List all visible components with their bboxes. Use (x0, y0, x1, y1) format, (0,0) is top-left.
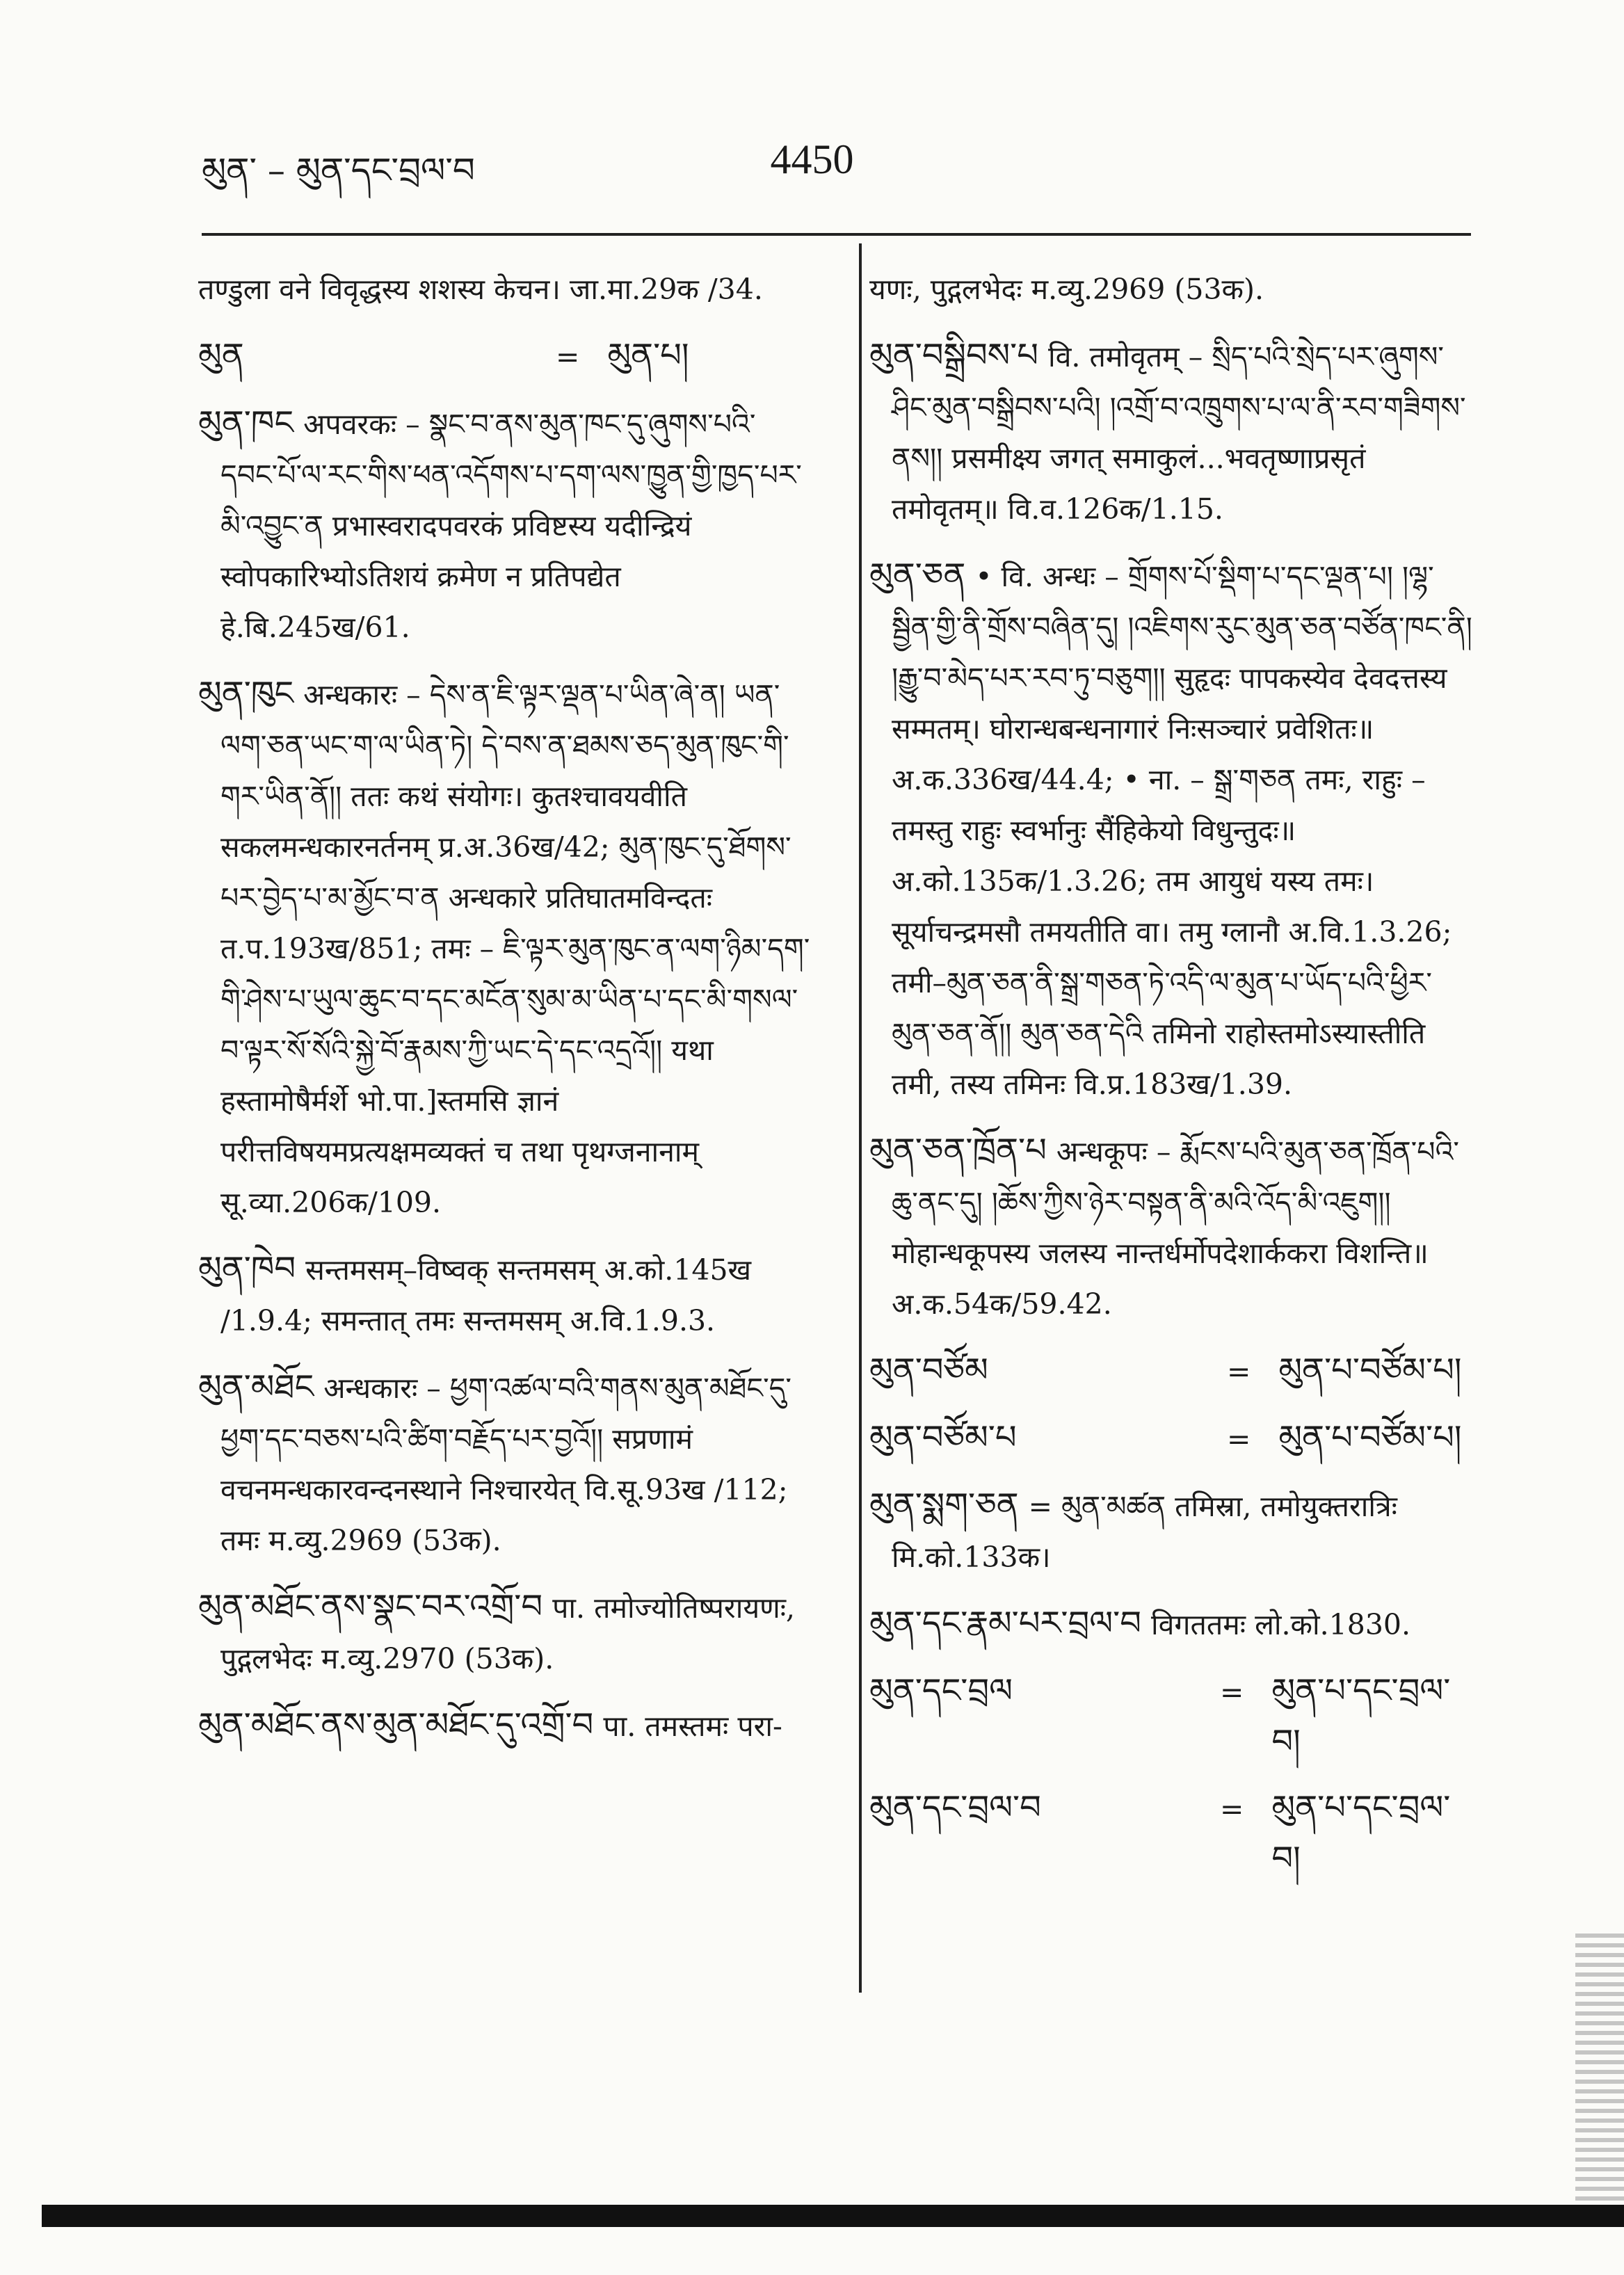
dictionary-entry (869, 1480, 1474, 1583)
left-column (198, 264, 810, 1767)
definition: अपवरकः – སྣང་བ་ནས་མུན་ཁང་དུ་ཞུགས་པའི་དབང་པོ་ལ་རང་གིས་ཕན་འདོགས་པ་དག་ལས་ཁྱུན་གྱི་ཁྱད་པར་མི་འབྱུང་ན प्रभास्वरादपवरकं प्रविष्टस्य यदीन्द्रियं स्वोपकारिभ्योऽतिशयं क्रमेण न प्रतिपद्येत हे.बि.245ख/61. (220, 408, 802, 644)
continued-text: तण्डुला वने विवृद्धस्य शशस्य केचन। जा.मा.29क /34. (198, 273, 763, 306)
scan-bottom-bar (42, 2205, 1624, 2227)
equals-sign: = (1220, 1675, 1244, 1709)
headword: མུན་བཙོམ (869, 1351, 988, 1390)
headword: མུན་ཁང (198, 403, 294, 442)
dictionary-entry (198, 1582, 810, 1685)
header-rule (202, 233, 1471, 236)
headword: མུན་མཐོང (198, 1367, 314, 1406)
reference-target: མུན་པ། (607, 336, 689, 375)
headword: མུན་ཅན (869, 556, 966, 595)
dictionary-entry (869, 330, 1474, 535)
right-column (869, 264, 1474, 1899)
equals-sign: = (1220, 1792, 1244, 1826)
definition: वि. तमोवृतम् – སྲིད་པའི་སྲེད་པར་ཞུགས་ཤིང་མུན་བསྒྲིབས་པའི། །འགྲོ་བ་འཁྲུགས་པ་ལ་ནི་རབ་གཟིགས་ནས།། प्रसमीक्ष्य जगत् समाकुलं...भवतृष्णाप्रसृतं तमोवृतम्॥ वि.व.126क/1.15. (892, 340, 1466, 526)
definition: पा. तमोज्योतिष्परायणः, पुद्गलभेदः म.व्यु.2970 (53क). (220, 1591, 796, 1675)
definition: अन्धकूपः – རྨོངས་པའི་མུན་ཅན་ཁྲོན་པའི་ཆུ་ནང་དུ། །ཆོས་ཀྱིས་ཉེར་བསྟན་ནི་མའི་འོད་མི་འཇུག།། मोहान्धकूपस्य जलस्य नान्तर्धर्मोपदेशार्ककरा विशन्ति॥ अ.क.54क/59.42. (892, 1135, 1460, 1321)
dictionary-entry (869, 1125, 1474, 1330)
reference-target: མུན་པ་བཙོམ་པ། (1278, 1351, 1462, 1390)
cross-reference-entry (869, 1783, 1474, 1884)
headword: མུན་དང་བྲལ (869, 1671, 1013, 1710)
definition: • वि. अन्धः – གྲོགས་པོ་སྡིག་པ་དང་ལྡན་པ། །ལྷ་སྦྱིན་གྱི་ནི་གྲོས་བཞིན་དུ། །འཇིགས་རུང་མུན་ཅན་བཙོན་ཁང་ནི། །རྒྱུ་བ་མེད་པར་རབ་ཏུ་བཅུག།། सुहृदः पापकस्येव देवदत्तस्य सम्मतम्। घोरान्धबन्धनागारं निःसञ्चारं प्रवेशितः॥ अ.क.336ख/44.4; • ना. – སྒྲ་གཅན तमः, राहुः – तमस्तु राहुः स्वर्भानुः सैंहिकेयो विधुन्तुदः॥ अ.को.135क/1.3.26; तम आयुधं यस्य तमः। सूर्याचन्द्रमसौ तमयतीति वा। तमु ग्लानौ अ.वि.1.3.26; तमी–མུན་ཅན་ནི་སྒྲ་གཅན་ཏེ་འདི་ལ་མུན་པ་ཡོད་པའི་ཕྱིར་མུན་ཅན་ནོ།། མུན་ཅན་དེའི तमिनो राहोस्तमोऽस्यास्तीति तमी, तस्य तमिनः वि.प्र.183ख/1.39. (892, 560, 1472, 1101)
dictionary-entry (198, 398, 810, 653)
headword: མུན་སྨག་ཅན (869, 1486, 1019, 1525)
reference-target: མུན་པ་དང་བྲལ་བ། (1271, 1671, 1451, 1761)
cross-reference-entry (869, 1345, 1474, 1397)
headword: མུན་མཐོང་ནས་མུན་མཐོང་དུ་འགྲོ་བ (198, 1705, 594, 1744)
headword: མུན་བསྒྲིབས་པ (869, 336, 1038, 375)
headword: མུན་ཅན་ཁྲོན་པ (869, 1131, 1047, 1170)
cross-reference-entry (869, 1413, 1474, 1465)
cross-reference-entry (198, 330, 810, 383)
headword: མུན (198, 336, 244, 375)
headword: མུན་བཙོམ་པ (869, 1418, 1017, 1457)
page-number: 4450 (770, 136, 854, 182)
definition: अन्धकारः – དེས་ན་ཇི་ལྟར་ལྡན་པ་ཡིན་ཞེ་ན། ཡན་ལག་ཅན་ཡང་ག་ལ་ཡིན་ཏེ། དེ་བས་ན་ཐམས་ཅད་མུན་ཁུང་གི་གར་ཡིན་ནོ།། ततः कथं संयोगः। कुतश्चावयवीति सकलमन्धकारनर्तनम् प्र.अ.36ख/42; མུན་ཁུང་དུ་ཐོགས་པར་བྱེད་པ་མ་མྱོང་བ་ན अन्धकारे प्रतिघातमविन्दतः त.प.193ख/851; तमः – ཇི་ལྟར་མུན་ཁུང་ན་ལག་ཉིམ་དག་གི་ཤེས་པ་ཡུལ་ཆུང་བ་དང་མངོན་སུམ་མ་ཡིན་པ་དང་མི་གསལ་བ་ལྟར་སོ་སོའི་སྐྱེ་བོ་རྣམས་ཀྱི་ཡང་དེ་དང་འདྲའོ།། यथा हस्तामोषैर्मर्शे भो.पा.]स्तमसि ज्ञानं परीत्तविषयमप्रत्यक्षमव्यक्तं च तथा पृथग्जनानाम् सू.व्या.206क/109. (220, 678, 810, 1219)
headword: མུན་ཁེབ (198, 1249, 296, 1288)
running-header: མུན་ – མུན་དང་བྲལ་བ (202, 150, 475, 191)
equals-sign: = (1227, 1355, 1251, 1388)
reference-target: མུན་པ་བཙོམ་པ། (1278, 1418, 1462, 1457)
headword: མུན་མཐོང་ནས་སྣང་བར་འགྲོ་བ (198, 1587, 543, 1626)
headword: མུན་དང་རྣམ་པར་བྲལ་བ (869, 1604, 1142, 1643)
headword: མུན་ཁུང (198, 674, 294, 713)
definition: पा. तमस्तमः परा- (603, 1710, 782, 1743)
reference-target: མུན་པ་དང་བྲལ་བ། (1271, 1788, 1451, 1878)
column-divider (859, 243, 862, 1993)
dictionary-entry (869, 550, 1474, 1110)
definition: = མུན་མཚན तमिस्रा, तमोयुक्तरात्रिः मि.को.133क। (892, 1490, 1397, 1574)
dictionary-entry (198, 1362, 810, 1566)
headword: མུན་དང་བྲལ་བ (869, 1788, 1041, 1827)
definition: सन्तमसम्–विष्वक् सन्तमसम् अ.को.145ख /1.9.4; समन्तात् तमः सन्तमसम् अ.वि.1.9.3. (220, 1253, 752, 1337)
equals-sign: = (1227, 1422, 1251, 1456)
definition: अन्धकारः – ཕྱག་འཚལ་བའི་གནས་མུན་མཐོང་དུ་ཕྱག་དང་བཅས་པའི་ཚིག་བརྗོད་པར་བྱའོ།། सप्रणामं वचनमन्धकारवन्दनस्थाने निश्चारयेत् वि.सू.93ख /112; तमः म.व्यु.2969 (53क). (220, 1372, 792, 1557)
dictionary-entry (869, 1598, 1474, 1650)
continued-text: यणः, पुद्गलभेदः म.व्यु.2969 (53क). (869, 273, 1264, 306)
definition: विगततमः लो.को.1830. (1151, 1608, 1411, 1641)
dictionary-entry (198, 1244, 810, 1346)
cross-reference-entry (869, 1666, 1474, 1767)
dictionary-entry (198, 668, 810, 1228)
equals-sign: = (556, 340, 580, 373)
scan-edge-artifact (1575, 1934, 1624, 2226)
dictionary-entry (198, 1700, 810, 1752)
